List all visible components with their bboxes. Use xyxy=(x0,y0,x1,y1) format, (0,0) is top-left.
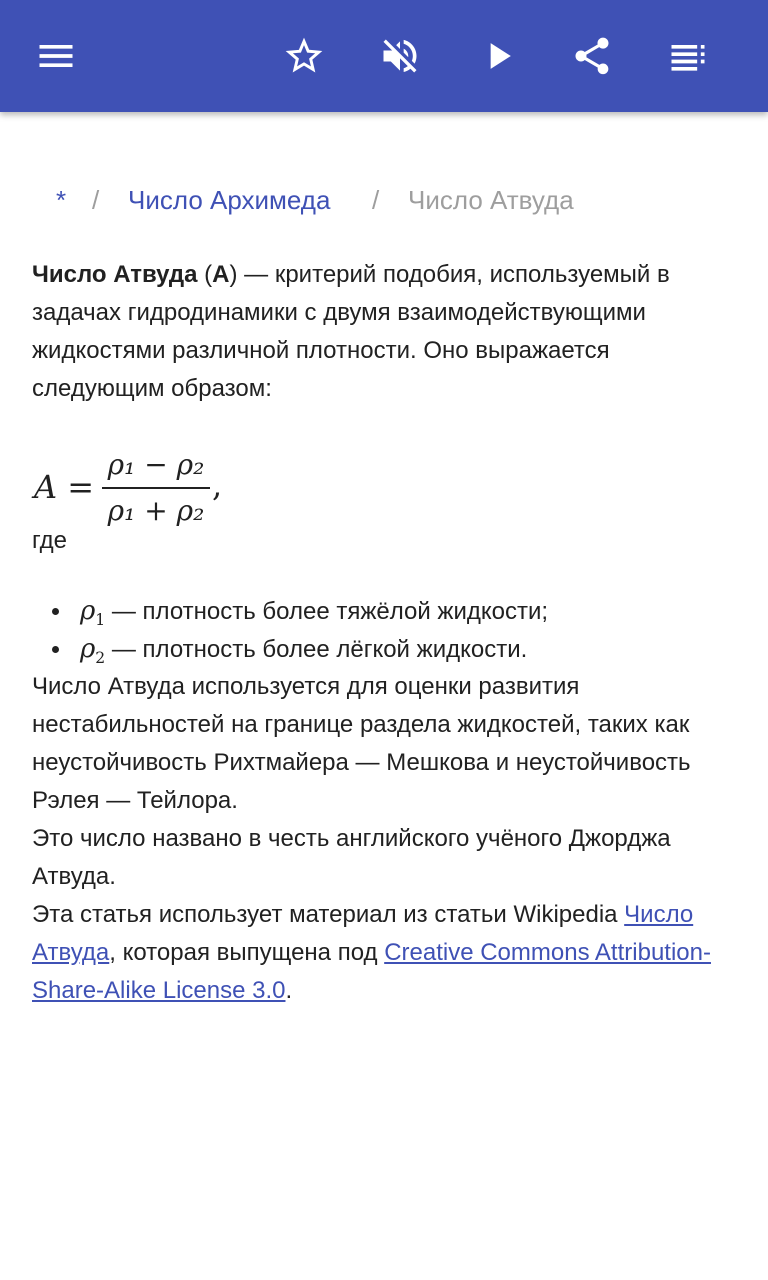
formula-comma: , xyxy=(212,466,223,504)
play-icon xyxy=(476,34,520,78)
intro-paren: ) xyxy=(229,261,238,288)
share-button[interactable] xyxy=(560,24,624,88)
where-text: где xyxy=(32,527,68,554)
naming-paragraph: Это число названо в честь английского учёного Джорджа Атвуда. xyxy=(32,825,671,890)
contents-button[interactable] xyxy=(656,24,720,88)
play-button[interactable] xyxy=(466,24,530,88)
usage-paragraph: Число Атвуда используется для оценки развития нестабильностей на границе раздела жидкостей, таких как неустойчивость Рихтмайера — Мешкова и неустойчивость Рэлея — Тейлора. xyxy=(32,673,691,814)
article-content xyxy=(32,256,736,1010)
definition-text: — плотность более лёгкой жидкости. xyxy=(105,636,528,663)
definition-text: — плотность более тяжёлой жидкости; xyxy=(105,598,549,625)
definition-symbol: $\rho_1$ xyxy=(80,596,106,630)
wikipedia-article-link[interactable]: Число Атвуда xyxy=(32,901,694,966)
attribution-middle: , которая выпущена под xyxy=(109,939,385,966)
app-bar xyxy=(0,0,768,112)
list-item xyxy=(32,630,736,668)
atwood-formula xyxy=(32,446,736,527)
star-outline-icon xyxy=(282,34,326,78)
favorite-button[interactable] xyxy=(272,24,336,88)
volume-off-icon xyxy=(378,34,422,78)
breadcrumb-separator: / xyxy=(372,185,380,215)
article-symbol: А xyxy=(212,261,230,288)
formula-fraction xyxy=(102,446,210,530)
formula-denominator: ρ₁ + ρ₂ xyxy=(107,494,205,527)
intro-text: — критерий подобия, используемый в задачах гидродинамики с двумя взаимодействующими жидкостями различной плотности. Оно выражается следующим образом: xyxy=(32,261,670,402)
breadcrumb-parent-link[interactable]: Число Архимеда xyxy=(128,185,331,215)
breadcrumb-current: Число Атвуда xyxy=(408,185,574,215)
breadcrumb-separator: / xyxy=(92,185,100,215)
intro-paragraph xyxy=(32,256,736,408)
definition-symbol: $\rho_2$ xyxy=(80,634,106,668)
menu-icon xyxy=(34,34,78,78)
attribution-suffix: . xyxy=(285,977,293,1004)
mute-button[interactable] xyxy=(368,24,432,88)
share-icon xyxy=(570,34,614,78)
playlist-icon xyxy=(666,34,710,78)
definitions-list xyxy=(32,592,736,668)
menu-button[interactable] xyxy=(24,24,88,88)
license-link[interactable]: Creative Commons Attribution-Share-Alike License 3.0 xyxy=(32,939,711,1004)
breadcrumb xyxy=(0,180,768,220)
intro-paren: ( xyxy=(197,261,213,288)
breadcrumb-root[interactable]: * xyxy=(56,185,67,215)
formula-numerator: ρ₁ − ρ₂ xyxy=(107,448,205,481)
attribution-prefix: Эта статья использует материал из статьи Wikipedia xyxy=(32,901,625,928)
fraction-bar xyxy=(102,487,210,489)
article-term: Число Атвуда xyxy=(32,261,198,288)
formula-lhs: A = xyxy=(34,468,95,506)
attribution-paragraph xyxy=(32,896,736,1010)
list-item xyxy=(32,592,736,630)
